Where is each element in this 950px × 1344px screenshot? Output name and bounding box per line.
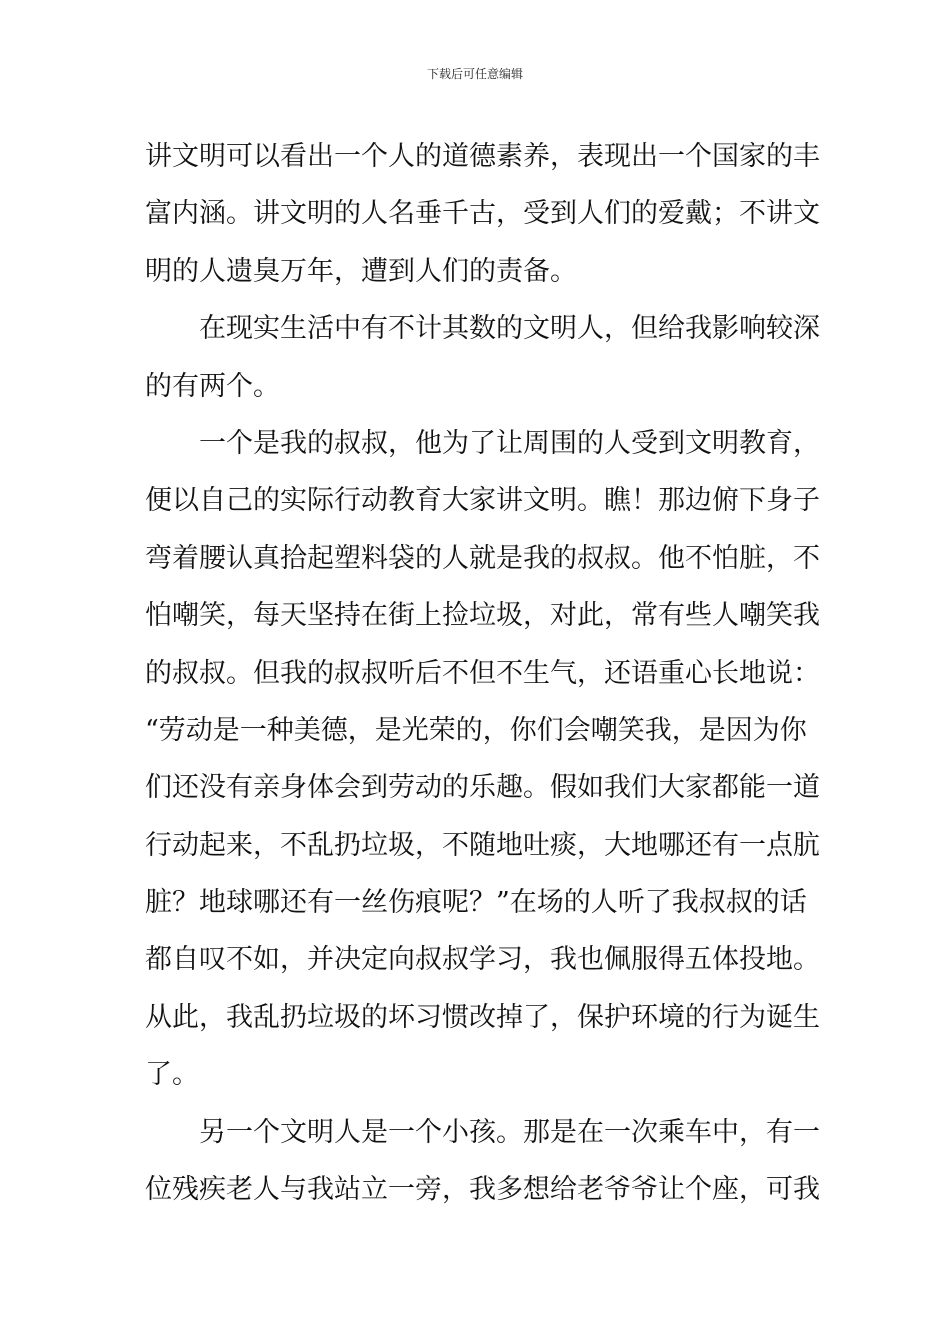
text-line: 都自叹不如，并决定向叔叔学习，我也佩服得五体投地。 — [145, 944, 820, 976]
text-line: “劳动是一种美德，是光荣的，你们会嘲笑我，是因为你 — [145, 714, 807, 746]
text-line: 怕嘲笑，每天坚持在街上捡垃圾，对此，常有些人嘲笑我 — [145, 600, 820, 632]
text-line: 讲文明可以看出一个人的道德素养，表现出一个国家的丰 — [145, 141, 820, 172]
text-line: 在现实生活中有不计其数的文明人，但给我影响较深 — [199, 313, 820, 345]
text-line: 从此，我乱扔垃圾的坏习惯改掉了，保护环境的行为诞生 — [145, 1001, 820, 1033]
text-line: 的有两个。 — [145, 370, 280, 402]
text-line: 便以自己的实际行动教育大家讲文明。瞧！那边俯下身子 — [145, 485, 820, 517]
text-line: 另一个文明人是一个小孩。那是在一次乘车中，有一 — [199, 1116, 820, 1148]
text-line: 弯着腰认真拾起塑料袋的人就是我的叔叔。他不怕脏，不 — [145, 542, 820, 574]
text-line: 行动起来，不乱扔垃圾，不随地吐痰，大地哪还有一点肮 — [145, 829, 820, 861]
text-line: 明的人遗臭万年，遭到人们的责备。 — [145, 255, 577, 287]
text-line: 们还没有亲身体会到劳动的乐趣。假如我们大家都能一道 — [145, 772, 820, 804]
text-line: 富内涵。讲文明的人名垂千古，受到人们的爱戴；不讲文 — [145, 198, 820, 230]
text-line: 的叔叔。但我的叔叔听后不但不生气，还语重心长地说： — [145, 657, 820, 689]
text-line: 了。 — [145, 1059, 199, 1091]
body-text — [145, 128, 820, 1218]
text-line: 一个是我的叔叔，他为了让周围的人受到文明教育， — [199, 427, 820, 459]
text-line: 脏？地球哪还有一丝伤痕呢？”在场的人听了我叔叔的话 — [145, 887, 807, 919]
page-header: 下载后可任意编辑 — [426, 67, 523, 81]
text-line: 位残疾老人与我站立一旁，我多想给老爷爷让个座，可我 — [145, 1174, 820, 1206]
